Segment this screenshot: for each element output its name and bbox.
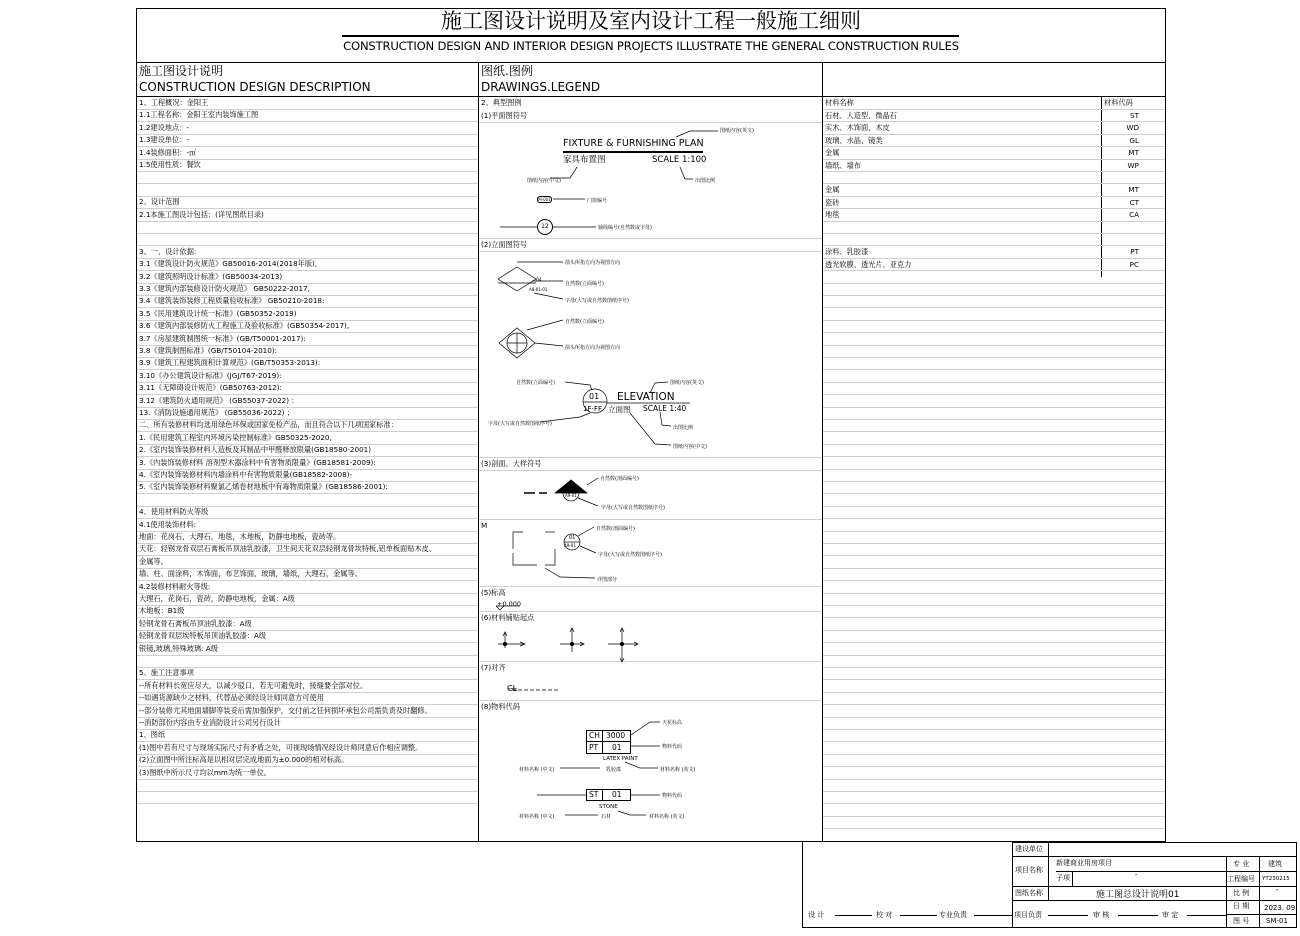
description-row: 3.3《建筑内部装修设计防火规范》 GB50222-2017, [139, 284, 310, 293]
material-name: 石材、人造型、微晶石 [825, 111, 897, 120]
description-row: 3.4《建筑装饰装修工程质量验收标准》 GB50210-2018: [139, 296, 325, 306]
description-row: 1.4装修面积：-㎡ [139, 147, 197, 157]
label-door: 门窗编号 [587, 198, 608, 204]
middle-section-title-cn: 图纸.图例 [481, 64, 533, 78]
label-arrow-dir-2: 箭头所指方向为视图方向 [565, 345, 621, 351]
elev-callout-sheet: 1F-FF [583, 405, 603, 413]
tb-date: 2023. 09 [1264, 904, 1296, 912]
description-row: (3)图纸中所示尺寸均以mm为统一单位。 [139, 767, 271, 777]
material-tag-paint-value: 01 [612, 743, 622, 752]
label-elev-num: 自然数(立面编号) [516, 380, 555, 386]
tb-construction-unit-label: 建设单位 [1015, 845, 1043, 853]
description-row: 3.7《房屋建筑制图统一标准》(GB/T50001-2017): [139, 333, 306, 343]
material-code: ST [1130, 111, 1139, 120]
label-material-cn-2: 材料名称 (中文) [519, 814, 555, 820]
material-name: 墙纸、墙布 [825, 160, 861, 170]
description-row: 3.9《建筑工程建筑面积计算规范》(GB/T50353-2013): [139, 358, 321, 368]
material-code: MT [1128, 148, 1139, 158]
description-row: --部分装修尤其地面墙脚等装妥后需加强保护，交付前之任何损坏承包公司需负责及时翻修。 [139, 705, 432, 715]
align-mark: C̶L̶ [507, 684, 518, 693]
stone-cn: 石材 [601, 814, 612, 820]
description-row: 3.6《建筑内部装修防火工程施工及验收标准》(GB50354-2017), [139, 321, 350, 331]
description-row: 4.《室内装饰装修材料内墙涂料中有害物质限量(GB18582-2008)- [139, 470, 353, 479]
tb-specialty-label: 专 业 [1233, 860, 1250, 868]
tb-scale-label: 比 例 [1233, 889, 1250, 897]
material-tag-ceiling-value: 3000 [606, 731, 626, 740]
description-row: 金属等。 [139, 556, 168, 566]
materials-header-name: 材料名称 [825, 98, 854, 107]
left-section-title-cn: 施工图设计说明 [139, 64, 224, 78]
description-row: 5、施工注意事项 [139, 668, 194, 678]
label-natural-number: 自然数(立面编号) [565, 281, 604, 287]
label-axis: 轴线编号(自然数或字母) [598, 225, 652, 231]
description-row: 2.1本施工图设计包括：(详见图纸目录) [139, 209, 264, 219]
description-row: 4、使用材料防火等级 [139, 507, 209, 517]
tb-drawing-name: 施工图总设计说明01 [1096, 890, 1180, 900]
legend-section-heading: (3)剖面、大样符号 [481, 459, 542, 468]
tb-review-label: 审 核 [1093, 911, 1110, 919]
description-row: 1.1工程名称：金阳王室内装饰施工图 [139, 110, 259, 120]
legend-detail-heading: M [481, 521, 488, 530]
label-section-num: 自然数(剖面编号) [600, 476, 639, 482]
description-row: 4.1使用装饰材料: [139, 519, 196, 529]
legend-material-heading: (8)物料代码 [481, 702, 520, 711]
label-arrow-dir: 箭头所指方向为视图方向 [565, 260, 621, 266]
label-elev-cn: 图纸内容(中文) [673, 444, 707, 450]
elev-callout-number: 01 [589, 392, 600, 401]
description-row: 墙、柱、面涂料，木饰面，布艺饰面，玻璃，墙纸，大理石，金属等。 [139, 569, 362, 579]
tb-specialty: 建筑 [1268, 860, 1282, 868]
tb-sheet: SM-01 [1266, 917, 1288, 925]
tb-project-name-label: 项目名称 [1015, 866, 1043, 874]
description-row: (1)图中若有尺寸与现场实际尺寸有矛盾之处，可视现场情况经设计师同意后作相应调整。 [139, 742, 423, 752]
plan-scale: SCALE 1:100 [652, 155, 707, 165]
material-tag-paint-code: PT [589, 743, 599, 752]
description-row: 13.《消防设施通用规范》 (GB55036-2022) ； [139, 408, 294, 417]
tb-project-name: 新建商业用房项目 [1056, 859, 1112, 867]
elev-subtitle: 立面图 [608, 405, 631, 414]
description-row: 银镜,玻璃,特殊玻璃: A级 [139, 643, 218, 653]
page-title: 施工图设计说明及室内设计工程一般施工细则 [441, 9, 861, 33]
tb-sub-item: - [1135, 871, 1138, 879]
label-ceiling: 天花标高 [662, 720, 683, 726]
description-row: 2、设计范围 [139, 197, 180, 207]
tb-sheet-label: 图 号 [1233, 917, 1250, 925]
elev1-sheet: A8-01-01 [529, 287, 548, 292]
description-row: 3.10《办公建筑设计标准》(JGJ/T67-2019): [139, 370, 282, 380]
material-name: 地毯 [825, 210, 840, 220]
label-elev-en: 图纸内容(英文) [670, 380, 704, 386]
description-row: 1.2建设地点：- [139, 122, 189, 132]
tb-project-no: YT230215 [1262, 876, 1290, 882]
tb-check-label: 校 对 [876, 911, 893, 919]
description-row: --消防部份内容由专业消防设计公司另行设计 [139, 718, 281, 727]
description-row: 3.11《无障碍设计规范》(GB50763-2012): [139, 383, 282, 393]
label-material-cn-1: 材料名称 (中文) [519, 767, 555, 773]
axis-number: 12 [541, 223, 549, 230]
label-natural-number-2: 自然数(立面编号) [565, 319, 604, 325]
description-row: 3、一、设计依据: [139, 246, 197, 256]
description-row: 轻钢龙骨石膏板吊顶油乳胶漆：A级 [139, 618, 252, 628]
elev-scale: SCALE 1:40 [643, 404, 687, 413]
description-row: 1.3建设单位：- [139, 135, 189, 145]
tb-date-label: 日 期 [1233, 902, 1250, 910]
materials-header-code: 材料代码 [1104, 98, 1133, 107]
material-name: 瓷砖 [825, 197, 840, 207]
description-row: 3.8《建筑制图标准》(GB/T50104-2010): [139, 346, 278, 355]
legend-plan-heading: (1)平面图符号 [481, 111, 528, 120]
tb-drawing-name-label: 图纸名称 [1015, 889, 1043, 897]
tb-specialty-lead-label: 专业负责 [939, 911, 967, 919]
description-row: 1、图纸 [139, 730, 166, 740]
elev1-number: 04 [536, 278, 542, 283]
tb-project-no-label: 工程编号 [1227, 875, 1255, 883]
door-tag-text: M-001 [538, 197, 551, 202]
material-code: WD [1126, 123, 1139, 133]
label-scale: 出图比例 [695, 178, 716, 184]
tb-sub-item-label: 子项 [1056, 874, 1070, 882]
page-subtitle: CONSTRUCTION DESIGN AND INTERIOR DESIGN PROJECTS ILLUSTRATE THE GENERAL CONSTRUCTION RULES [343, 39, 959, 53]
description-row: 大理石，花岗石，瓷砖，防静电地板，金属：A级 [139, 594, 295, 603]
left-section-title-en: CONSTRUCTION DESIGN DESCRIPTION [139, 80, 371, 94]
latex-cn: 乳胶漆 [606, 767, 622, 773]
material-code: PT [1130, 247, 1139, 257]
label-elev-letters: 字母(大写或自然数图纸序号) [488, 421, 552, 427]
description-row: 1.5使用性质：餐饮 [139, 160, 201, 169]
tb-design-label: 设 计 [808, 911, 825, 919]
description-row: 1、工程概况：金阳王 [139, 98, 209, 107]
detail-sheet: A9-01 [564, 543, 576, 548]
material-code: WP [1127, 160, 1139, 170]
material-name: 金属 [825, 185, 840, 195]
material-code: CT [1129, 197, 1139, 207]
description-row: 3.12《建筑防火通用规范》 (GB55037-2022) ： [139, 395, 299, 405]
material-name: 实木、木饰面、木皮 [825, 123, 890, 133]
label-content-en: 图纸内容(英文) [720, 128, 754, 134]
material-code: CA [1129, 210, 1139, 220]
description-row: 轻钢龙骨双层埃特板吊顶油乳胶漆：A级 [139, 631, 267, 641]
description-row: 2.《室内装饰装修材料人造板及其制品中甲醛释放限量(GB18580-2001) [139, 445, 372, 455]
description-row: 3.《内装饰装修材料 溶剂型木器涂料中有害物质限量》(GB18581-2009): [139, 457, 376, 467]
label-code-2: 物料代码 [662, 793, 683, 799]
legend-elevation-heading: (2)立面图符号 [481, 240, 528, 249]
label-detail-letters: 字母(大写或自然数图纸序号) [598, 552, 662, 558]
label-letters: 字母(大写或自然数图纸序号) [565, 298, 629, 304]
description-row: 3.5《民用建筑设计统一标准》(GB50352-2019) [139, 308, 297, 318]
description-row: --所有材料长宽应尽大，以减少驳口，若无可避免时，接缝要全部对位。 [139, 680, 368, 690]
tb-project-lead-label: 项目负责 [1014, 911, 1042, 919]
material-tag-ceiling-code: CH [589, 731, 600, 740]
description-row: 3.2《建筑照明设计标准》(GB50034-2013) [139, 271, 283, 281]
latex-en: LATEX PAINT [603, 756, 638, 762]
label-content-cn: 图纸内容(中文) [527, 178, 561, 184]
tb-scale: - [1276, 886, 1279, 894]
legend-start-heading: (6)材料铺贴起点 [481, 613, 535, 622]
label-section-letters: 字母(大写或自然数图纸序号) [601, 505, 665, 511]
material-code: PC [1129, 259, 1139, 269]
tb-approve-label: 审 定 [1162, 911, 1179, 919]
legend-align-heading: (7)对齐 [481, 663, 506, 672]
description-row: 二、所有装修材料均选用绿色环保或国家免检产品，而且符合以下几项国家标准： [139, 420, 398, 430]
label-detail-part: 详图部分 [597, 577, 618, 583]
plan-title: FIXTURE & FURNISHING PLAN [563, 138, 704, 149]
description-row: 天花：轻钢龙骨双层石膏板吊顶油乳胶漆，卫生间天花双层轻钢龙骨埃特板,铝单板面贴木皮、 [139, 544, 436, 554]
detail-number: 01 [569, 535, 576, 541]
legend-level-heading: (5)标高 [481, 588, 506, 597]
material-name: 透光软膜、透光片、亚克力 [825, 259, 912, 269]
plan-subtitle: 家具布置图 [563, 155, 606, 165]
stone-en: STONE [599, 804, 618, 810]
material-code: GL [1129, 135, 1139, 145]
description-row: 4.2装修材料耐火等级: [139, 581, 211, 591]
section-sheet: A9-01 [565, 493, 577, 498]
description-row: (2)立面图中所注标高是以相对层完成地面为±0.000的相对标高。 [139, 755, 349, 765]
middle-section-title-en: DRAWINGS.LEGEND [481, 80, 601, 94]
legend-heading: 2、典型图例 [481, 98, 522, 107]
description-row: 3.1《建筑设计防火规范》GB50016-2014(2018年版), [139, 259, 318, 269]
material-name: 金属 [825, 148, 840, 158]
material-tag-stone-code: ST [589, 790, 599, 799]
description-row: 1.《民用建筑工程室内环境污染控制标准》GB50325-2020, [139, 432, 332, 442]
description-row: --如遇货源缺少之材料，代替品必须经设计师同意方可使用 [139, 693, 324, 703]
label-material-en-2: 材料名称 (英文) [649, 814, 685, 820]
label-detail-num: 自然数(剖面编号) [596, 526, 635, 532]
material-code: MT [1128, 185, 1139, 195]
material-name: 玻璃、水晶、镜类 [825, 135, 883, 145]
description-row: 5.《室内装饰装修材料聚氯乙烯卷材地板中有毒物质限量》(GB18586-2001): [139, 482, 388, 492]
material-name: 涂料、乳胶漆 [825, 247, 869, 257]
elevation-mark: ±0.000 [497, 600, 522, 608]
description-row: 地面：花岗石，大理石，地毯，木地板，防静电地板，瓷砖等。 [139, 532, 341, 541]
elev-title: ELEVATION [617, 391, 675, 403]
description-row: 木地板：B1级 [139, 606, 185, 616]
material-tag-stone-value: 01 [612, 790, 622, 799]
label-elev-scale: 出图比例 [673, 425, 694, 431]
label-code-1: 物料代码 [662, 744, 683, 750]
label-material-en-1: 材料名称 (英文) [660, 767, 696, 773]
